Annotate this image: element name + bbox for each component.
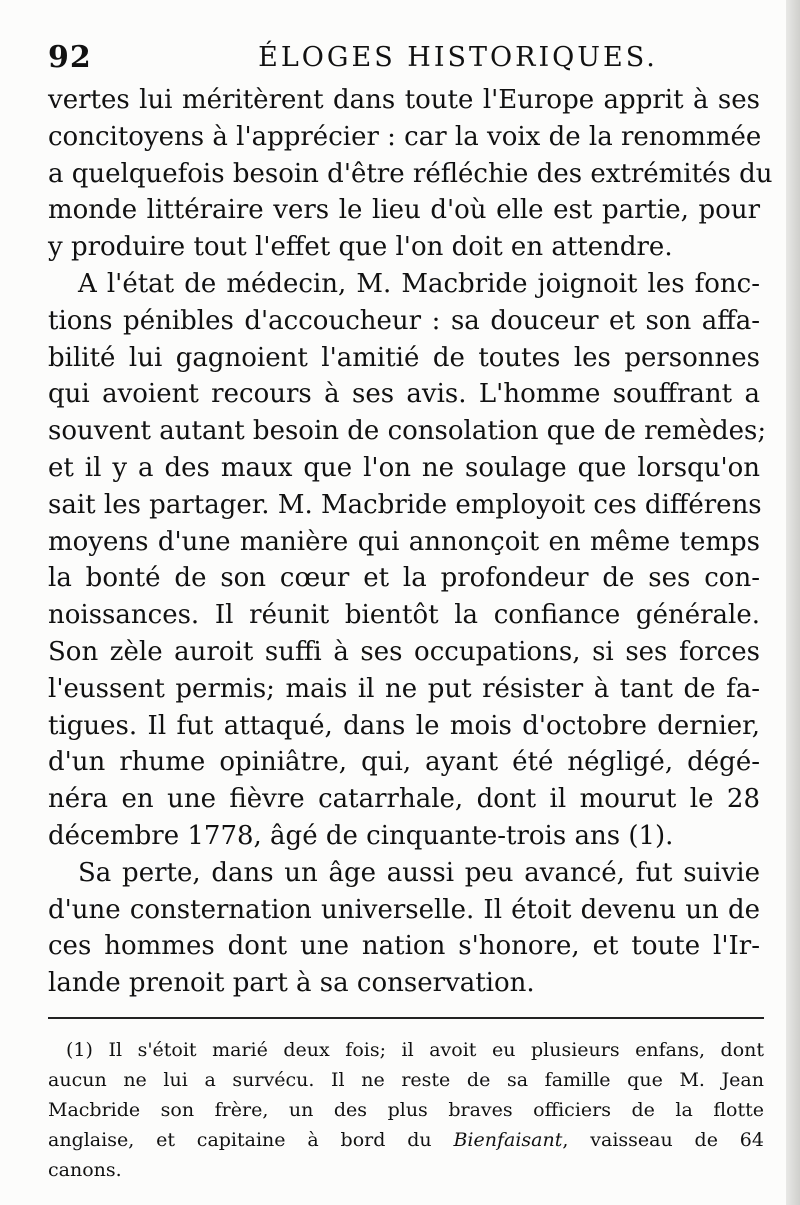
- running-head: [48, 40, 760, 80]
- text-line: l'eussent permis; mais il ne put résister à tant de fa-: [48, 673, 760, 704]
- page-gutter-shadow: [786, 0, 800, 1205]
- footnote-line: Macbride son frère, un des plus braves officiers de la flotte: [48, 1099, 764, 1121]
- text-line: d'une consternation universelle. Il étoit devenu un de: [48, 894, 760, 925]
- running-title: ÉLOGES HISTORIQUES.: [258, 42, 658, 73]
- footnote: [48, 1035, 764, 1185]
- text-line: d'un rhume opiniâtre, qui, ayant été négligé, dégé-: [48, 747, 760, 778]
- text-line: y produire tout l'effet que l'on doit en attendre.: [48, 232, 673, 263]
- text-line: bilité lui gagnoient l'amitié de toutes les personnes: [48, 342, 760, 373]
- footnote-divider: [48, 1017, 764, 1019]
- footnote-line: canons.: [48, 1159, 122, 1181]
- text-line: concitoyens à l'apprécier : car la voix de la renommée: [48, 121, 762, 152]
- text-line: décembre 1778, âgé de cinquante-trois ans (1).: [48, 820, 674, 851]
- text-line: qui avoient recours à ses avis. L'homme souffrant a: [48, 379, 760, 410]
- footnote-text: , vaisseau de 64: [562, 1129, 764, 1151]
- text-line: tigues. Il fut attaqué, dans le mois d'octobre dernier,: [48, 710, 760, 741]
- text-line: tions pénibles d'accoucheur : sa douceur et son affa-: [48, 305, 760, 336]
- ship-name: Bienfaisant: [453, 1129, 563, 1151]
- text-line: lande prenoit part à sa conservation.: [48, 968, 535, 999]
- text-line: A l'état de médecin, M. Macbride joignoit les fonc-: [78, 268, 760, 299]
- footnote-line: aucun ne lui a survécu. Il ne reste de sa famille que M. Jean: [48, 1069, 764, 1091]
- text-line: la bonté de son cœur et la profondeur de ses con-: [48, 563, 760, 594]
- footnote-text: anglaise, et capitaine à bord du: [48, 1129, 454, 1151]
- text-line: Sa perte, dans un âge aussi peu avancé, fut suivie: [78, 857, 760, 888]
- text-line: noissances. Il réunit bientôt la confiance générale.: [48, 600, 760, 631]
- text-line: souvent autant besoin de consolation que de remèdes;: [48, 416, 767, 447]
- page-number: 92: [48, 40, 92, 75]
- footnote-line: [48, 1125, 764, 1155]
- text-line: sait les partager. M. Macbride employoit ces différens: [48, 489, 762, 520]
- text-line: et il y a des maux que l'on ne soulage que lorsqu'on: [48, 452, 760, 483]
- text-line: moyens d'une manière qui annonçoit en même temps: [48, 526, 760, 557]
- text-line: néra en une fièvre catarrhale, dont il mourut le 28: [48, 784, 760, 815]
- text-line: vertes lui méritèrent dans toute l'Europe apprit à ses: [48, 85, 760, 115]
- text-line: a quelquefois besoin d'être réfléchie des extrémités du: [48, 158, 773, 189]
- text-line: monde littéraire vers le lieu d'où elle est partie, pour: [48, 195, 760, 226]
- footnote-line: (1) Il s'étoit marié deux fois; il avoit eu plusieurs enfans, dont: [66, 1039, 764, 1061]
- main-text: [48, 82, 773, 1002]
- text-line: Son zèle auroit suffi à ses occupations, si ses forces: [48, 636, 760, 667]
- text-line: ces hommes dont une nation s'honore, et toute l'Ir-: [48, 931, 760, 962]
